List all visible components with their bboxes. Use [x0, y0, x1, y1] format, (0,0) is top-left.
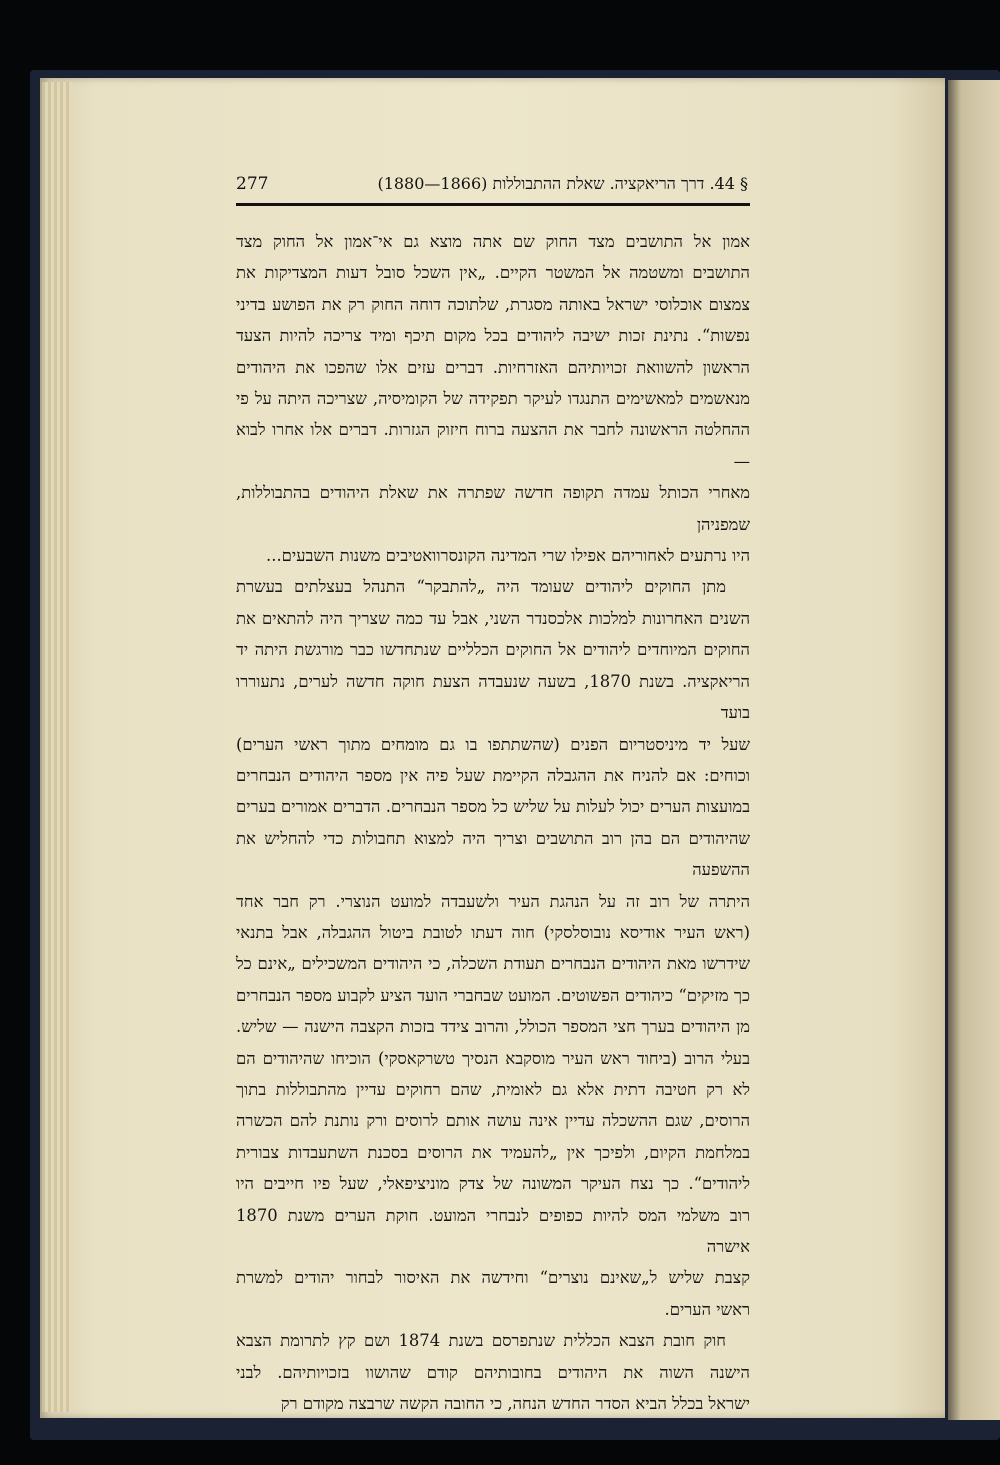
text-line: שעל יד מיניסטריום הפנים (שהשתתפו בו גם מומחים מתוך ראשי הערים)	[236, 734, 750, 754]
text-line: מאחרי הכותל עמדה תקופה חדשה שפתרה את שאלת היהודים בהתבוללות, שמפניהן	[236, 483, 750, 534]
running-title: § 44. דרך הריאקציה. שאלת ההתבוללות (1866—1880)	[377, 174, 748, 193]
page-number: 277	[236, 174, 269, 194]
text-line: התושבים ומשטמה אל המשטר הקיים. „אין השכל סובל דעות המצדיקות את	[236, 263, 750, 283]
text-line: מנאשמים למאשימים התנגדו לעיקר תפקידה של הקומיסיה, שצריכה היתה על פי	[236, 389, 750, 409]
text-line: חוק חובת הצבא הכללית שנתפרסם בשנת 1874 ושם קץ לתרומת הצבא	[236, 1331, 726, 1351]
text-line: הישנה השוה את היהודים בחובותיהם קודם שהושוו בזכויותיהם. לבני	[236, 1362, 750, 1382]
text-line: במלחמת הקיום, ולפיכך אין „להעמיד את הרוסים בסכנת השתעבדות צבורית	[236, 1142, 750, 1162]
text-line: אמון אל התושבים מצד החוק שם אתה מוצא גם אי־אמון אל החוק מצד	[236, 232, 750, 251]
body-text	[236, 226, 750, 1419]
text-line: הרוסים, שגם ההשכלה עדיין אינה עושה אותם לרוסים ורק נותנת להם הכשרה	[236, 1111, 750, 1131]
facing-page-edge	[948, 80, 1000, 1420]
text-line: ההחלטה הראשונה לחבר את ההצעה ברוח חיזוק הגזרות. דברים אלו אחרו לבוא —	[236, 420, 750, 471]
text-line: שידרשו מאת היהודים הנבחרים תעודת השכלה, כי היהודים המשכילים „אינם כל	[236, 954, 750, 974]
header-rule	[236, 203, 750, 206]
text-line: כך מזיקים“ כיהודים הפשוטים. המועט שבחברי הועד הציע לקבוע מספר הנבחרים	[236, 985, 750, 1005]
page-stack-edge	[42, 82, 72, 1412]
text-line: וכוחים: אם להניח את ההגבלה הקיימת שעל פיה אין מספר היהודים הנבחרים	[236, 765, 750, 785]
text-line: מתן החוקים ליהודים שעומד היה „להתבקר“ התנהל בעצלתים בעשרת	[236, 577, 726, 597]
text-line: היו נרתעים לאחוריהם אפילו שרי המדינה הקונסרוואטיבים משנות השבעים...	[266, 546, 750, 566]
text-line: נפשות“. נתינת זכות ישיבה ליהודים בכל מקום תיכף ומיד צריכה להיות הצעד	[236, 326, 750, 346]
text-line: החוקים המיוחדים ליהודים אל החוקים הכלליים שנתחדשו כבר מורגשת היתה יד	[236, 640, 750, 660]
text-line: השנים האחרונות למלכות אלכסנדר השני, אבל עד כמה שצריך היה להתאים את	[236, 608, 750, 628]
running-header	[236, 172, 748, 202]
text-line: שהיהודים הם בהן רוב התושבים וצריך היה למצוא תחבולות כדי להחליש את ההשפעה	[236, 828, 750, 880]
text-line: בעלי הרוב (ביחוד ראש העיר מוסקבא הנסיך טשרקאסקי) הוכיחו שהיהודים הם	[236, 1048, 750, 1068]
text-line: ראשי הערים.	[664, 1299, 750, 1319]
text-line: במועצות הערים יכול לעלות על שליש כל מספר הנבחרים. הדברים אמורים בערים	[236, 797, 750, 817]
text-line: רוב משלמי המס להיות כפופים לנבחרי המועט. חוקת הערים משנת 1870 אישרה	[236, 1205, 750, 1256]
text-line: הראשון להשוואת זכויותיהם האזרחיות. דברים עזים אלו שהפכו את היהודים	[236, 357, 750, 377]
text-line: היתרה של רוב זה על הנהגת העיר ולשעבדה למועט הנוצרי. רק חבר אחד	[236, 891, 750, 911]
text-line: קצבת שליש ל„שאינם נוצרים“ וחידשה את האיסור לבחור יהודים למשרת	[236, 1268, 750, 1288]
text-line: צמצום אוכלוסי ישראל באותה מסגרת, שלתוכה דוחה החוק רק את הפושע בדיני	[236, 294, 750, 314]
text-line: ליהודים“. כך נצח העיקר המשונה של צדק מוניציפאלי, שעל פיו חייבים היו	[236, 1174, 750, 1194]
text-line: (ראש העיר אודיסא נובוסלסקי) חוה דעתו לטובת ביטול ההגבלה, אבל בתנאי	[236, 922, 750, 942]
text-line: לא רק חטיבה דתית אלא גם לאומית, שהם רחוקים עדיין מהתבוללות בתוך	[236, 1079, 750, 1099]
text-line: הריאקציה. בשנת 1870, בשעה שנעבדה הצעת חוקה חדשה לערים, נתעוררו בועד	[236, 671, 750, 723]
text-line: ישראל בכלל הביא הסדר החדש הנחה, כי החובה הקשה שרבצה מקודם רק	[280, 1394, 750, 1414]
text-line: מן היהודים בערך חצי המספר הכולל, והרוב צידד בזכות הקצבה הישנה — שליש.	[236, 1017, 750, 1037]
